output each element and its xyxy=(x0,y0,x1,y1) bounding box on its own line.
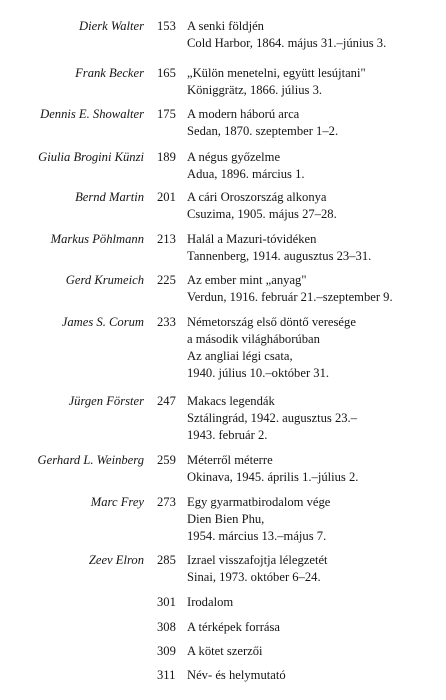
toc-title-block xyxy=(187,314,442,382)
toc-page-number: 201 xyxy=(157,190,176,204)
toc-subtitle: 1940. július 10.–október 31. xyxy=(187,366,330,380)
toc-page-number: 259 xyxy=(157,453,176,467)
toc-title: „Külön menetelni, együtt lesújtani" xyxy=(187,66,366,80)
toc-title: Németország első döntő veresége xyxy=(187,315,356,329)
toc-title: A cári Oroszország alkonya xyxy=(187,190,327,204)
toc-author: Gerhard L. Weinberg xyxy=(37,453,144,467)
toc-title-block xyxy=(187,494,442,545)
toc-title-block xyxy=(187,189,442,223)
toc-page-number: 225 xyxy=(157,273,176,287)
toc-title: A modern háború arca xyxy=(187,107,300,121)
toc-author: Bernd Martin xyxy=(75,190,144,204)
toc-author: Dierk Walter xyxy=(79,19,144,33)
toc-page-number: 311 xyxy=(157,668,176,682)
toc-subtitle: Königgrätz, 1866. július 3. xyxy=(187,83,323,97)
toc-subtitle: Verdun, 1916. február 21.–szeptember 9. xyxy=(187,290,393,304)
toc-subtitle: Az angliai légi csata, xyxy=(187,349,293,363)
toc-page-number: 285 xyxy=(157,553,176,567)
toc-subtitle: Cold Harbor, 1864. május 31.–június 3. xyxy=(187,36,387,50)
toc-author: Markus Pöhlmann xyxy=(50,232,144,246)
toc-page-number: 213 xyxy=(157,232,176,246)
toc-author: Dennis E. Showalter xyxy=(40,107,144,121)
toc-title: Név- és helymutató xyxy=(187,668,286,682)
toc-subtitle: Tannenberg, 1914. augusztus 23–31. xyxy=(187,249,372,263)
toc-title-block xyxy=(187,106,442,140)
toc-title-block xyxy=(187,393,442,444)
toc-page-number: 308 xyxy=(157,620,176,634)
toc-title-block xyxy=(187,18,442,52)
toc-title-block xyxy=(187,65,442,99)
toc-subtitle: a második világháborúban xyxy=(187,332,320,346)
toc-title: A térképek forrása xyxy=(187,620,281,634)
toc-title-block xyxy=(187,594,442,611)
toc-title-block xyxy=(187,643,442,660)
toc-title-block xyxy=(187,667,442,684)
toc-title-block xyxy=(187,149,442,183)
toc-title-block xyxy=(187,452,442,486)
toc-subtitle: Dien Bien Phu, xyxy=(187,512,265,526)
toc-title-block xyxy=(187,272,442,306)
toc-title: A négus győzelme xyxy=(187,150,281,164)
toc-title-block xyxy=(187,619,442,636)
toc-page-number: 153 xyxy=(157,19,176,33)
toc-subtitle: 1943. február 2. xyxy=(187,428,268,442)
toc-author: James S. Corum xyxy=(61,315,144,329)
toc-subtitle: Sedan, 1870. szeptember 1–2. xyxy=(187,124,339,138)
toc-page-number: 233 xyxy=(157,315,176,329)
toc-page-number: 189 xyxy=(157,150,176,164)
toc-title: A kötet szerzői xyxy=(187,644,263,658)
toc-subtitle: Csuzima, 1905. május 27–28. xyxy=(187,207,337,221)
toc-title: Az ember mint „anyag" xyxy=(187,273,307,287)
toc-page-number: 247 xyxy=(157,394,176,408)
toc-page-number: 301 xyxy=(157,595,176,609)
toc-title: Halál a Mazuri-tóvidéken xyxy=(187,232,317,246)
toc-title-block xyxy=(187,231,442,265)
toc-subtitle: Adua, 1896. március 1. xyxy=(187,167,305,181)
toc-author: Giulia Brogini Künzi xyxy=(38,150,144,164)
toc-title: Méterről méterre xyxy=(187,453,273,467)
toc-author: Jürgen Förster xyxy=(68,394,144,408)
toc-page-number: 165 xyxy=(157,66,176,80)
toc-subtitle: Sinai, 1973. október 6–24. xyxy=(187,570,321,584)
toc-author: Zeev Elron xyxy=(88,553,144,567)
toc-title: Makacs legendák xyxy=(187,394,275,408)
toc-subtitle: Okinava, 1945. április 1.–július 2. xyxy=(187,470,359,484)
toc-author: Marc Frey xyxy=(90,495,144,509)
toc-title: Egy gyarmatbirodalom vége xyxy=(187,495,331,509)
toc-author: Frank Becker xyxy=(75,66,144,80)
toc-page-number: 309 xyxy=(157,644,176,658)
toc-title: Irodalom xyxy=(187,595,234,609)
toc-title-block xyxy=(187,552,442,586)
toc-title: A senki földjén xyxy=(187,19,264,33)
toc-author: Gerd Krumeich xyxy=(65,273,144,287)
toc-subtitle: Sztálingrád, 1942. augusztus 23.– xyxy=(187,411,357,425)
toc-page-number: 273 xyxy=(157,495,176,509)
toc-page-number: 175 xyxy=(157,107,176,121)
toc-subtitle: 1954. március 13.–május 7. xyxy=(187,529,327,543)
toc-title: Izrael visszafojtja lélegzetét xyxy=(187,553,328,567)
